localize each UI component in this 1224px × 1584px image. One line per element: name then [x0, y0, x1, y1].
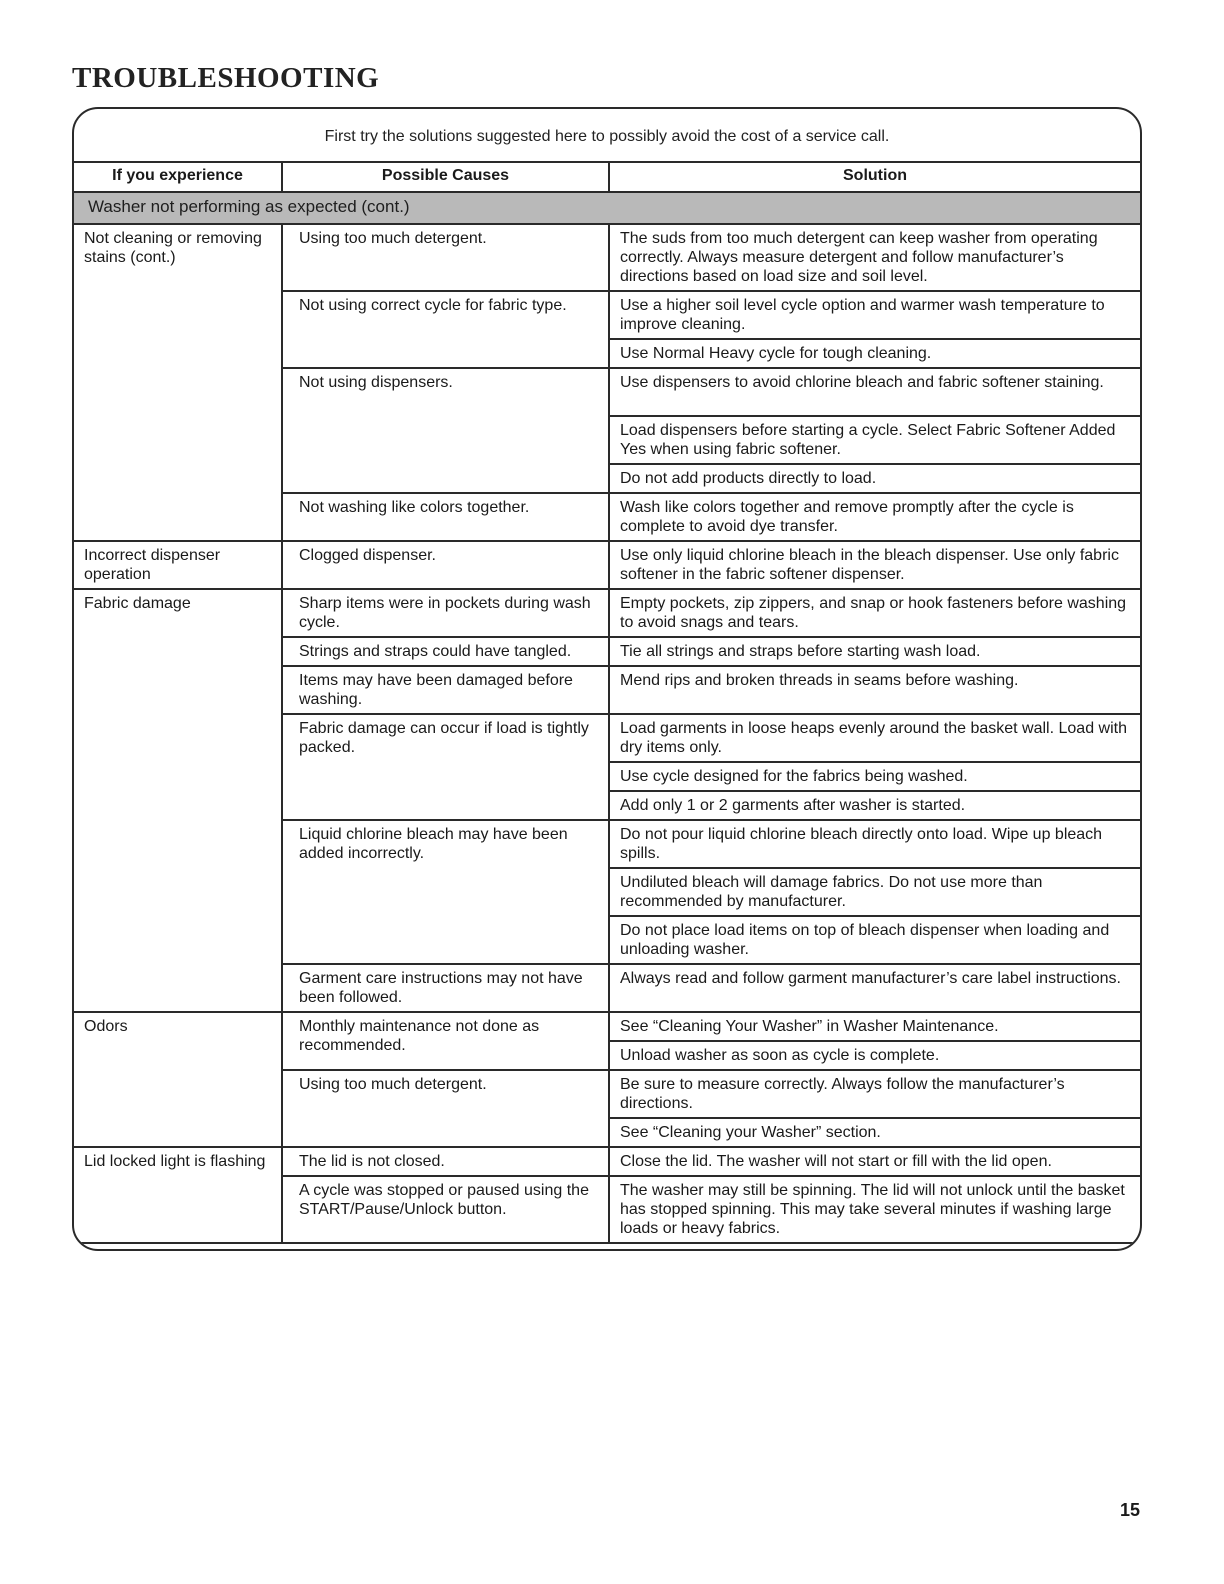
solution-cell: Use a higher soil level cycle option and warmer wash temperature to improve cleaning. — [609, 291, 1140, 339]
cause-cell: Monthly maintenance not done as recommended. — [282, 1012, 609, 1070]
cause-cell: Not washing like colors together. — [282, 493, 609, 541]
solution-cell: Use Normal Heavy cycle for tough cleaning. — [609, 339, 1140, 368]
cause-cell: Not using dispensers. — [282, 368, 609, 493]
section-title: Washer not performing as expected (cont.) — [74, 192, 1140, 224]
symptom-cell: Fabric damage — [74, 589, 282, 1012]
solution-cell: The washer may still be spinning. The lid will not unlock until the basket has stopped spinning. This may take several minutes if washing large loads or heavy fabrics. — [609, 1176, 1140, 1243]
solution-cell: Close the lid. The washer will not start or fill with the lid open. — [609, 1147, 1140, 1176]
symptom-cell: Odors — [74, 1012, 282, 1147]
intro-text: First try the solutions suggested here to possibly avoid the cost of a service call. — [324, 128, 890, 145]
cause-cell: Items may have been damaged before washing. — [282, 666, 609, 714]
solution-cell: Do not place load items on top of bleach dispenser when loading and unloading washer. — [609, 916, 1140, 964]
solution-cell: See “Cleaning Your Washer” in Washer Maintenance. — [609, 1012, 1140, 1041]
solution-cell: Do not pour liquid chlorine bleach directly onto load. Wipe up bleach spills. — [609, 820, 1140, 868]
table-row — [74, 1012, 1140, 1041]
solution-cell: Use dispensers to avoid chlorine bleach and fabric softener staining. — [609, 368, 1140, 416]
solution-cell: Load dispensers before starting a cycle. Select Fabric Softener Added Yes when using fabric softener. — [609, 416, 1140, 464]
cause-cell: Fabric damage can occur if load is tightly packed. — [282, 714, 609, 820]
table-row — [74, 541, 1140, 589]
section-row — [74, 192, 1140, 224]
solution-cell: Unload washer as soon as cycle is complete. — [609, 1041, 1140, 1070]
solution-cell: Use cycle designed for the fabrics being washed. — [609, 762, 1140, 791]
table-row — [74, 224, 1140, 291]
solution-cell: Mend rips and broken threads in seams before washing. — [609, 666, 1140, 714]
header-causes: Possible Causes — [282, 162, 609, 192]
solution-cell: Do not add products directly to load. — [609, 464, 1140, 493]
cause-cell: Garment care instructions may not have been followed. — [282, 964, 609, 1012]
cause-cell: Liquid chlorine bleach may have been added incorrectly. — [282, 820, 609, 964]
symptom-cell: Lid locked light is flashing — [74, 1147, 282, 1243]
header-experience: If you experience — [74, 162, 282, 192]
solution-cell: Empty pockets, zip zippers, and snap or hook fasteners before washing to avoid snags and tears. — [609, 589, 1140, 637]
solution-cell: Be sure to measure correctly. Always follow the manufacturer’s directions. — [609, 1070, 1140, 1118]
page-number: 15 — [1120, 1500, 1141, 1520]
solution-cell: See “Cleaning your Washer” section. — [609, 1118, 1140, 1147]
cause-cell: Using too much detergent. — [282, 1070, 609, 1147]
table-header-row — [74, 162, 1140, 192]
table-row — [74, 1147, 1140, 1176]
cause-cell: The lid is not closed. — [282, 1147, 609, 1176]
troubleshooting-table — [74, 161, 1140, 1244]
solution-cell: Always read and follow garment manufacturer’s care label instructions. — [609, 964, 1140, 1012]
solution-cell: Add only 1 or 2 garments after washer is started. — [609, 791, 1140, 820]
solution-cell: Wash like colors together and remove promptly after the cycle is complete to avoid dye transfer. — [609, 493, 1140, 541]
solution-cell: The suds from too much detergent can keep washer from operating correctly. Always measure detergent and follow manufacturer’s directions based on load size and soil level. — [609, 224, 1140, 291]
cause-cell: Using too much detergent. — [282, 224, 609, 291]
cause-cell: Clogged dispenser. — [282, 541, 609, 589]
page-title: TROUBLESHOOTING — [72, 62, 380, 94]
symptom-cell: Not cleaning or removing stains (cont.) — [74, 224, 282, 541]
solution-cell: Undiluted bleach will damage fabrics. Do not use more than recommended by manufacturer. — [609, 868, 1140, 916]
solution-cell: Load garments in loose heaps evenly around the basket wall. Load with dry items only. — [609, 714, 1140, 762]
cause-cell: A cycle was stopped or paused using the START/Pause/Unlock button. — [282, 1176, 609, 1243]
symptom-cell: Incorrect dispenser operation — [74, 541, 282, 589]
cause-cell: Strings and straps could have tangled. — [282, 637, 609, 666]
solution-cell: Use only liquid chlorine bleach in the bleach dispenser. Use only fabric softener in the fabric softener dispenser. — [609, 541, 1140, 589]
header-solution: Solution — [609, 162, 1140, 192]
table-row — [74, 589, 1140, 637]
cause-cell: Sharp items were in pockets during wash cycle. — [282, 589, 609, 637]
cause-cell: Not using correct cycle for fabric type. — [282, 291, 609, 368]
solution-cell: Tie all strings and straps before starting wash load. — [609, 637, 1140, 666]
troubleshooting-table-frame — [72, 107, 1142, 1251]
